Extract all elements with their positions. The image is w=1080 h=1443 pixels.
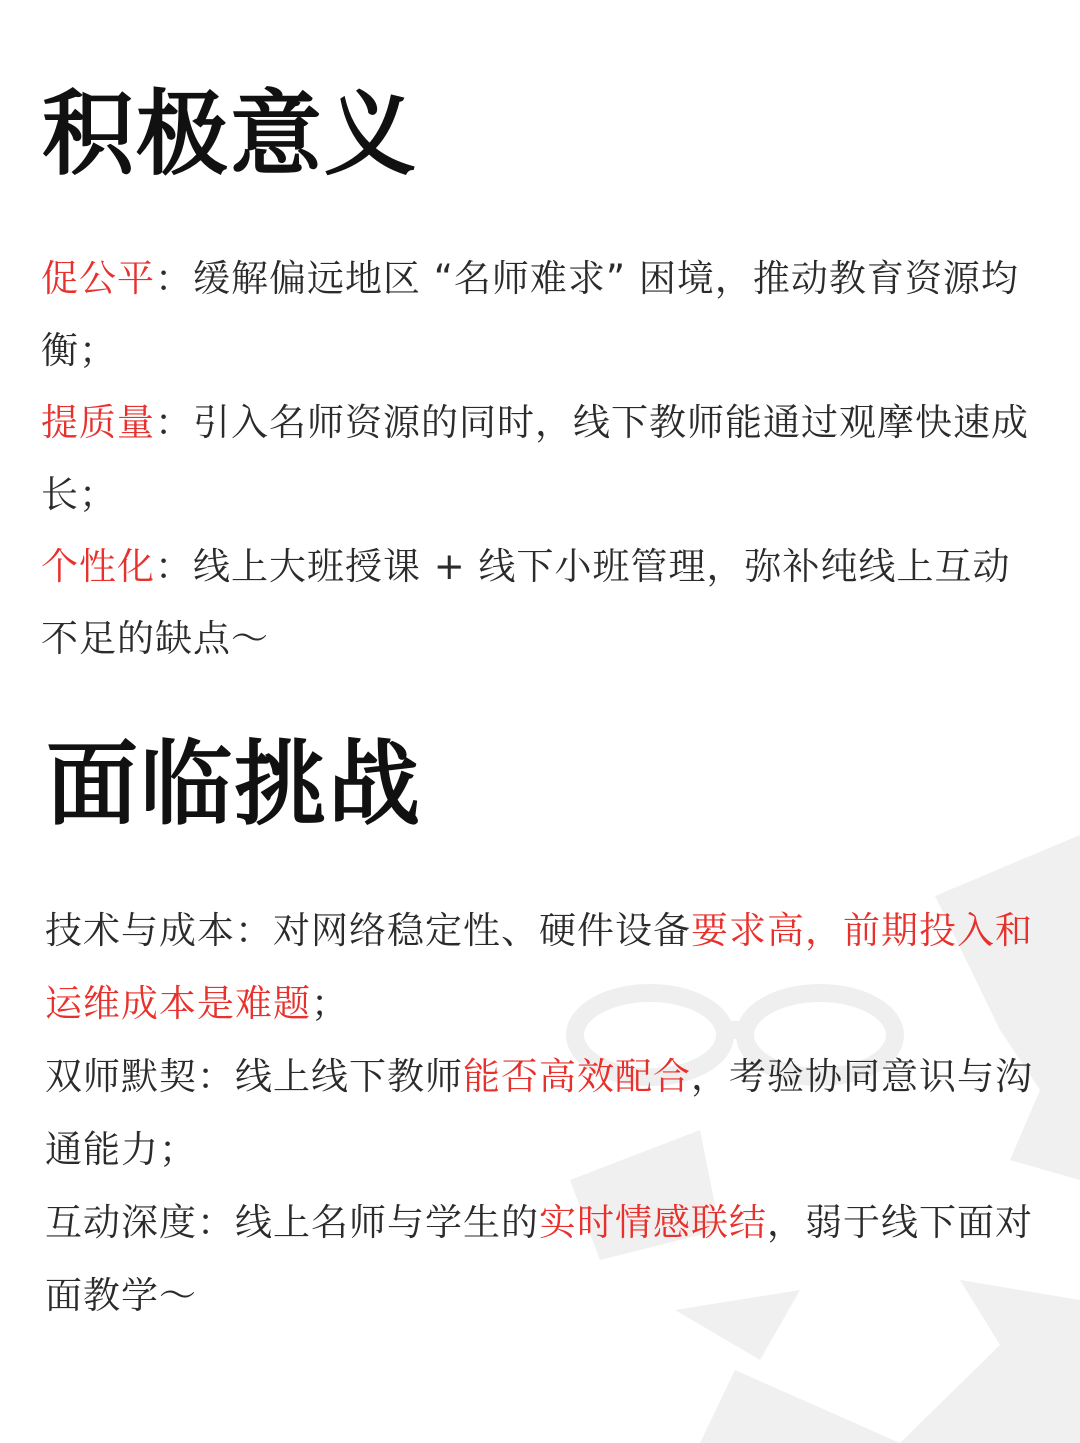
benefit-text: 线上大班授课 + 线下小班管理，弥补纯线上互动不足的缺点～ xyxy=(41,545,1011,660)
challenge-text: 互动深度：线上名师与学生的 xyxy=(45,1201,539,1244)
challenge-teacher-coordination xyxy=(45,1040,1045,1186)
challenge-text-end: ，弱于线下面对面教学～ xyxy=(45,1201,1033,1317)
benefit-separator: ： xyxy=(155,401,193,444)
challenge-interaction-depth xyxy=(45,1186,1045,1332)
challenge-text-end: ； xyxy=(311,982,349,1025)
challenge-highlight: 实时情感联结 xyxy=(539,1201,767,1244)
challenge-highlight: 能否高效配合 xyxy=(463,1055,691,1098)
challenge-tech-cost xyxy=(45,894,1045,1040)
benefit-separator: ： xyxy=(155,545,193,588)
benefit-text: 缓解偏远地区 “名师难求” 困境，推动教育资源均衡； xyxy=(41,257,1019,372)
challenge-text: 双师默契：线上线下教师 xyxy=(45,1055,463,1098)
challenge-text: 技术与成本：对网络稳定性、硬件设备 xyxy=(45,909,691,952)
section-title-positive-significance: 积极意义 xyxy=(42,80,419,188)
challenge-text-end: ，考验协同意识与沟通能力； xyxy=(45,1055,1033,1171)
benefit-fairness xyxy=(41,243,1041,387)
challenge-highlight: 要求高，前期投入和运维成本是难题 xyxy=(45,909,1033,1025)
benefit-personalization xyxy=(41,531,1041,675)
benefit-label: 个性化 xyxy=(41,545,155,588)
benefit-quality xyxy=(41,387,1041,531)
benefit-label: 提质量 xyxy=(41,401,155,444)
benefit-label: 促公平 xyxy=(41,257,155,300)
benefit-text: 引入名师资源的同时，线下教师能通过观摩快速成长； xyxy=(41,401,1029,516)
section-title-challenges: 面临挑战 xyxy=(46,730,423,838)
benefit-separator: ： xyxy=(155,257,193,300)
